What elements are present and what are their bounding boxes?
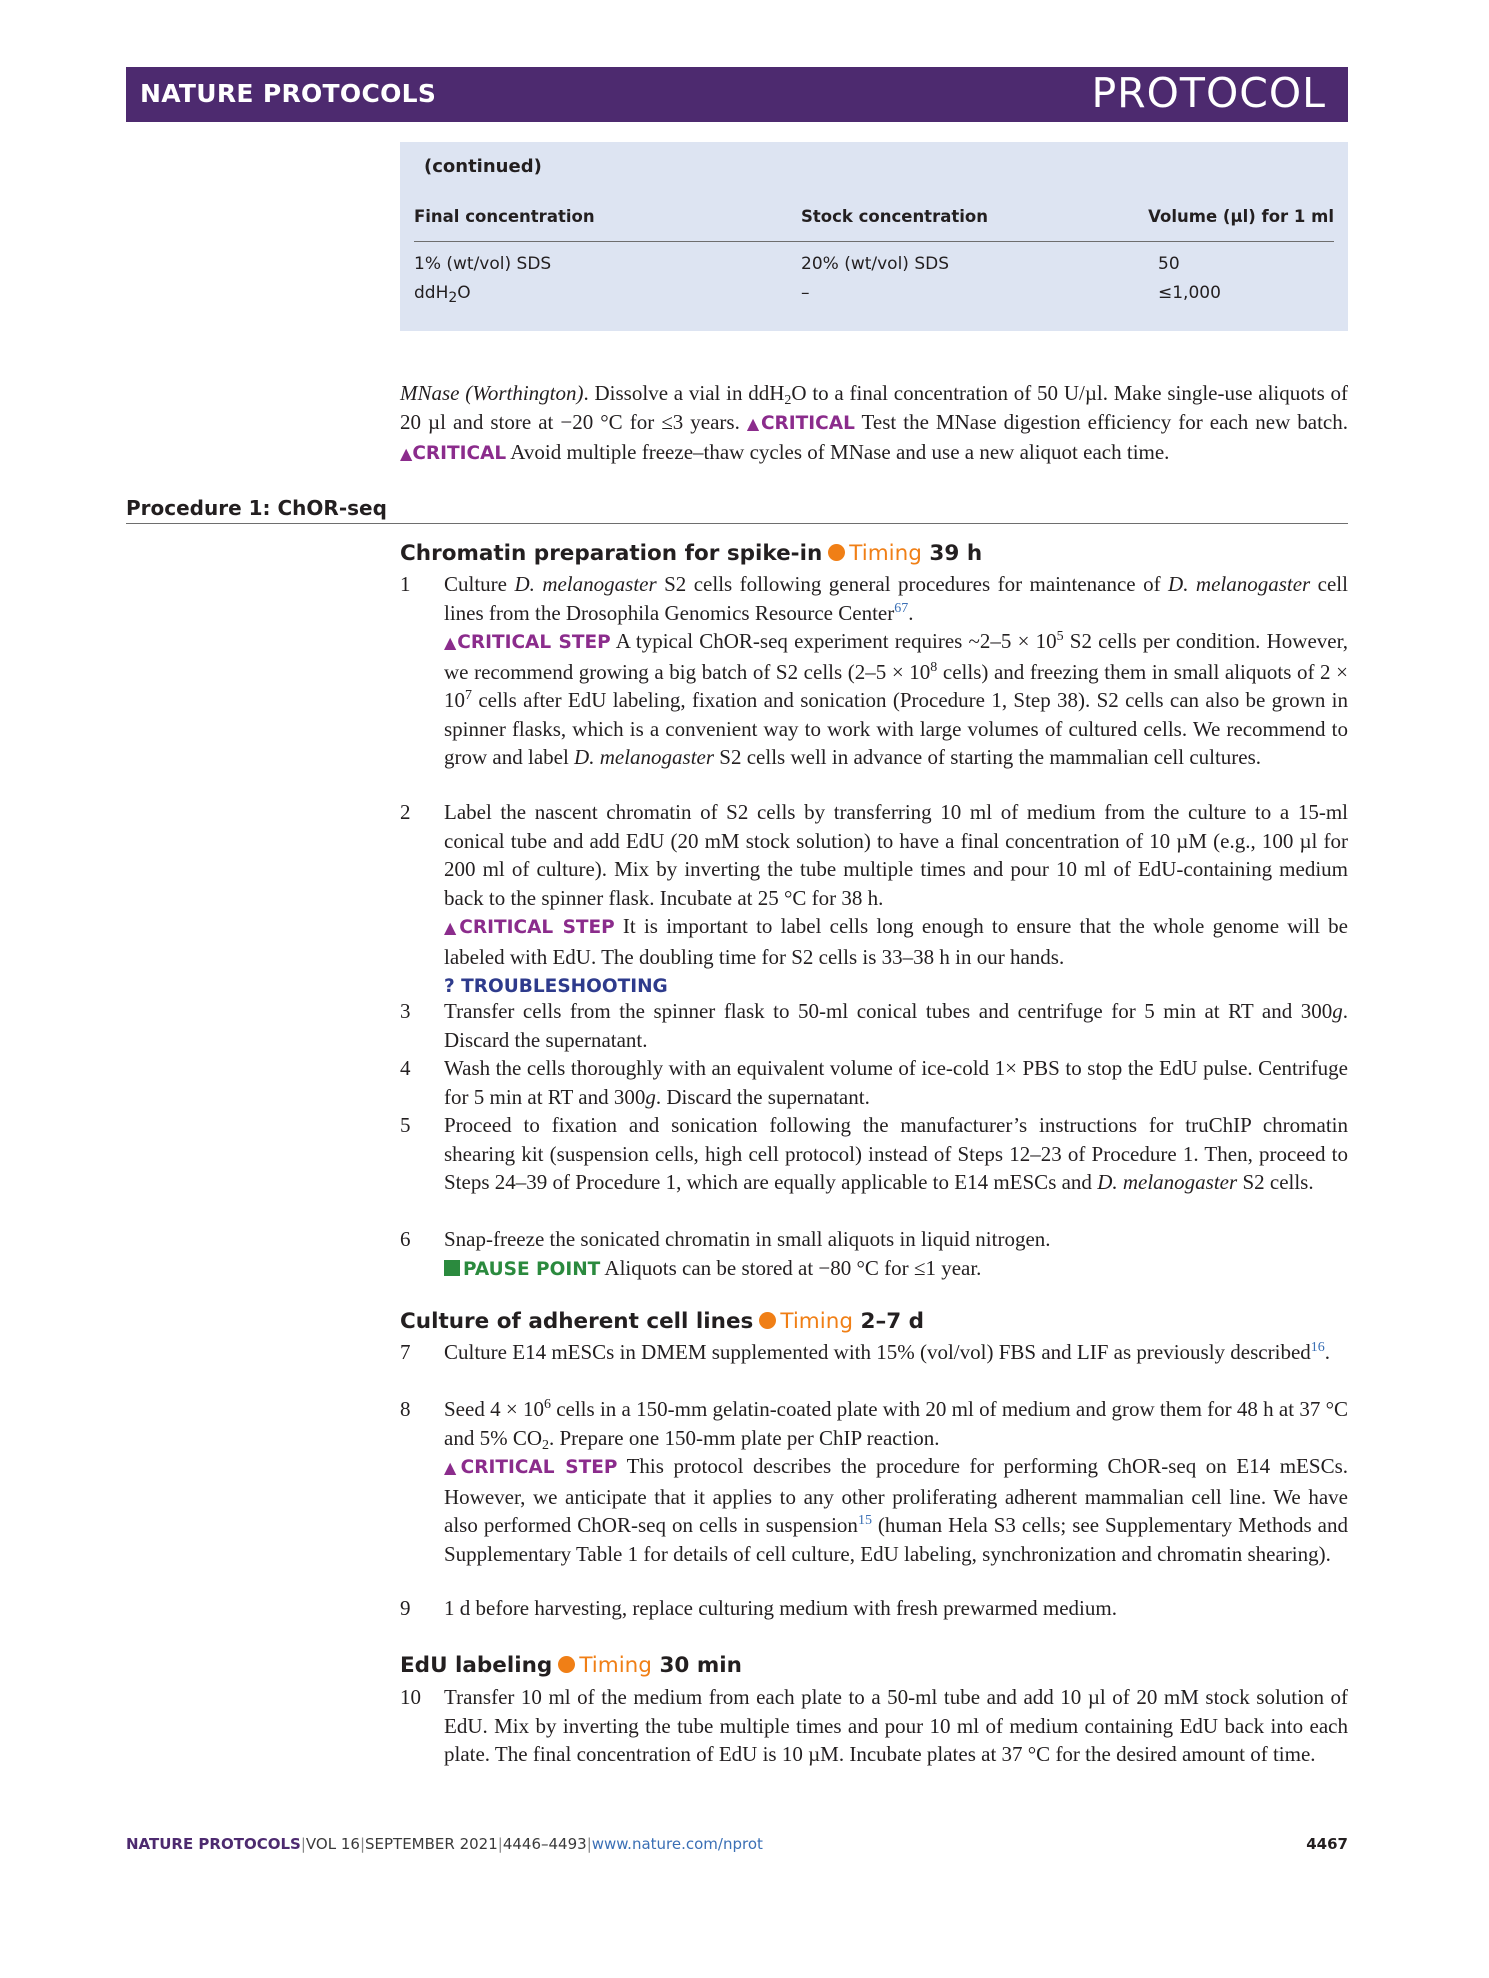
footer-pages: 4446–4493 [502, 1835, 587, 1853]
footer-volume: VOL 16 [305, 1835, 360, 1853]
critical-label: ▲CRITICAL [746, 412, 855, 434]
reagent-table [400, 142, 1348, 331]
step-5: 5 Proceed to fixation and sonication following the manufacturer’s instructions for truChIP chromatin shearing kit (suspension cells, high cell protocol) instead of Steps 12–23 of Procedure 1. Then, proceed to Steps 24–39 of Procedure 1, which are equally applicable to E14 mESCs and D. melanogaster S2 cells. [400, 1113, 1348, 1194]
table-header-final: Final concentration [414, 207, 595, 226]
citation-link[interactable]: 67 [894, 600, 909, 616]
table-cell: ddH$_2$O [414, 283, 471, 306]
procedure-title: Procedure 1: ChOR-seq [126, 496, 387, 520]
footer-url-link[interactable]: www.nature.com/nprot [591, 1835, 763, 1853]
table-cell: 20% (wt/vol) SDS [801, 254, 950, 274]
table-cell: 50 [1158, 254, 1180, 274]
footer-date: SEPTEMBER 2021 [365, 1835, 498, 1853]
section-heading-edu: EdU labeling Timing 30 min [400, 1653, 742, 1678]
critical-label: ▲CRITICAL [400, 443, 507, 464]
critical-step-label: ▲CRITICAL STEP [444, 632, 611, 653]
citation-link[interactable]: 16 [1310, 1340, 1325, 1355]
step-4: 4 Wash the cells thoroughly with an equivalent volume of ice-cold 1× PBS to stop the EdU pulse. Centrifuge for 5 min at RT and 300g. Discard the supernatant. [400, 1056, 1348, 1109]
troubleshooting-link[interactable]: ? TROUBLESHOOTING [444, 976, 668, 997]
step-8: 8 Seed $4 \times 10^6$ cells in a 150-mm gelatin-coated plate with 20 ml of medium and grow them for 48 h at 37 °C and 5% $CO_2$. Prepare one 150-mm plate per ChIP reaction. ▲CRITICAL STEP This protocol describes the procedure for performing ChOR-seq on E14 mESCs. However, we anticipate that it applies to any other proliferating adherent mammalian cell line. We have also performed ChOR-seq on cells in suspension$^{15}$ (human Hela S3 cells; see Supplementary Methods and Supplementary Table 1 for details of cell culture, EdU labeling, synchronization and chromatin shearing). [400, 1397, 1348, 1566]
table-cell: – [801, 283, 810, 303]
step-2: 2 Label the nascent chromatin of S2 cells by transferring 10 ml of medium from the culture to a 15-ml conical tube and add EdU (20 mM stock solution) to have a final concentration of 10 µM (e.g., 100 µl for 200 ml of culture). Mix by inverting the tube multiple times and pour 10 ml of EdU-containing medium back to the spinner flask. Incubate at 25 °C for 38 h. ▲CRITICAL STEP It is important to label cells long enough to ensure that the whole genome will be labeled with EdU. The doubling time for S2 cells is 33–38 h in our hands. ? TROUBLESHOOTING [400, 800, 1348, 997]
critical-step-label: ▲CRITICAL STEP [444, 1457, 618, 1478]
step-9: 9 1 d before harvesting, replace culturing medium with fresh prewarmed medium. [400, 1596, 1117, 1620]
pause-point-label: PAUSE POINT [444, 1259, 600, 1280]
step-1: 1 Culture D. melanogaster S2 cells following general procedures for maintenance of D. melanogaster cell lines from the Drosophila Genomics Resource Center$^{67}$. ▲CRITICAL STEP A typical ChOR-seq experiment requires ~2–5 × $10^5$ S2 cells per condition. However, we recommend growing a big batch of S2 cells ($2-5 \times 10^8$ cells) and freezing them in small aliquots of $2 \times 10^7$ cells after EdU labeling, fixation and sonication (Procedure 1, Step 38). S2 cells can also be grown in spinner flasks, which is a convenient way to work with large volumes of cultured cells. We recommend to grow and label D. melanogaster S2 cells well in advance of starting the mammalian cell cultures. [400, 572, 1348, 769]
article-type: PROTOCOL [1091, 69, 1326, 117]
timing-dot-icon [759, 1312, 776, 1329]
mnase-paragraph: MNase (Worthington). Dissolve a vial in ddH$_2$O to a final concentration of 50 U/µl. Make single-use aliquots of 20 µl and store at −20 °C for ≤3 years. ▲CRITICAL Test the MNase digestion efficiency for each new batch. ▲CRITICAL Avoid multiple freeze–thaw cycles of MNase and use a new aliquot each time. [400, 381, 1349, 464]
step-10: 10 Transfer 10 ml of the medium from each plate to a 50-ml tube and add 10 µl of 20 mM stock solution of EdU. Mix by inverting the tube multiple times and pour 10 ml of medium containing EdU back into each plate. The final concentration of EdU is 10 µM. Incubate plates at 37 °C for the desired amount of time. [400, 1685, 1348, 1766]
table-header-volume: Volume (µl) for 1 ml [1148, 207, 1334, 226]
header-bar [126, 67, 1348, 122]
journal-name: NATURE PROTOCOLS [140, 79, 437, 108]
timing-dot-icon [558, 1656, 575, 1673]
table-divider [414, 241, 1334, 242]
table-header-stock: Stock concentration [801, 207, 988, 226]
step-7: 7 Culture E14 mESCs in DMEM supplemented with 15% (vol/vol) FBS and LIF as previously described$^{16}$. [400, 1340, 1331, 1364]
step-6: 6 Snap-freeze the sonicated chromatin in small aliquots in liquid nitrogen. PAUSE POINT Aliquots can be stored at −80 °C for ≤1 year. [400, 1227, 1051, 1280]
table-cell: ≤1,000 [1158, 283, 1221, 303]
table-continued-label: (continued) [424, 156, 542, 177]
step-3: 3 Transfer cells from the spinner flask to 50-ml conical tubes and centrifuge for 5 min at RT and 300g. Discard the supernatant. [400, 999, 1348, 1052]
pause-square-icon [444, 1260, 460, 1276]
citation-link[interactable]: 15 [857, 1513, 872, 1528]
footer-journal: NATURE PROTOCOLS [126, 1835, 301, 1853]
section-heading-chromatin: Chromatin preparation for spike-in Timing 39 h [400, 541, 983, 566]
page-footer: NATURE PROTOCOLS|VOL 16|SEPTEMBER 2021|4446–4493|www.nature.com/nprot 4467 [126, 1835, 1348, 1853]
page-number: 4467 [1306, 1835, 1348, 1853]
critical-step-label: ▲CRITICAL STEP [444, 917, 615, 938]
table-cell: 1% (wt/vol) SDS [414, 254, 552, 274]
timing-dot-icon [828, 544, 845, 561]
section-heading-culture: Culture of adherent cell lines Timing 2–7 d [400, 1309, 925, 1334]
procedure-divider [126, 523, 1348, 524]
